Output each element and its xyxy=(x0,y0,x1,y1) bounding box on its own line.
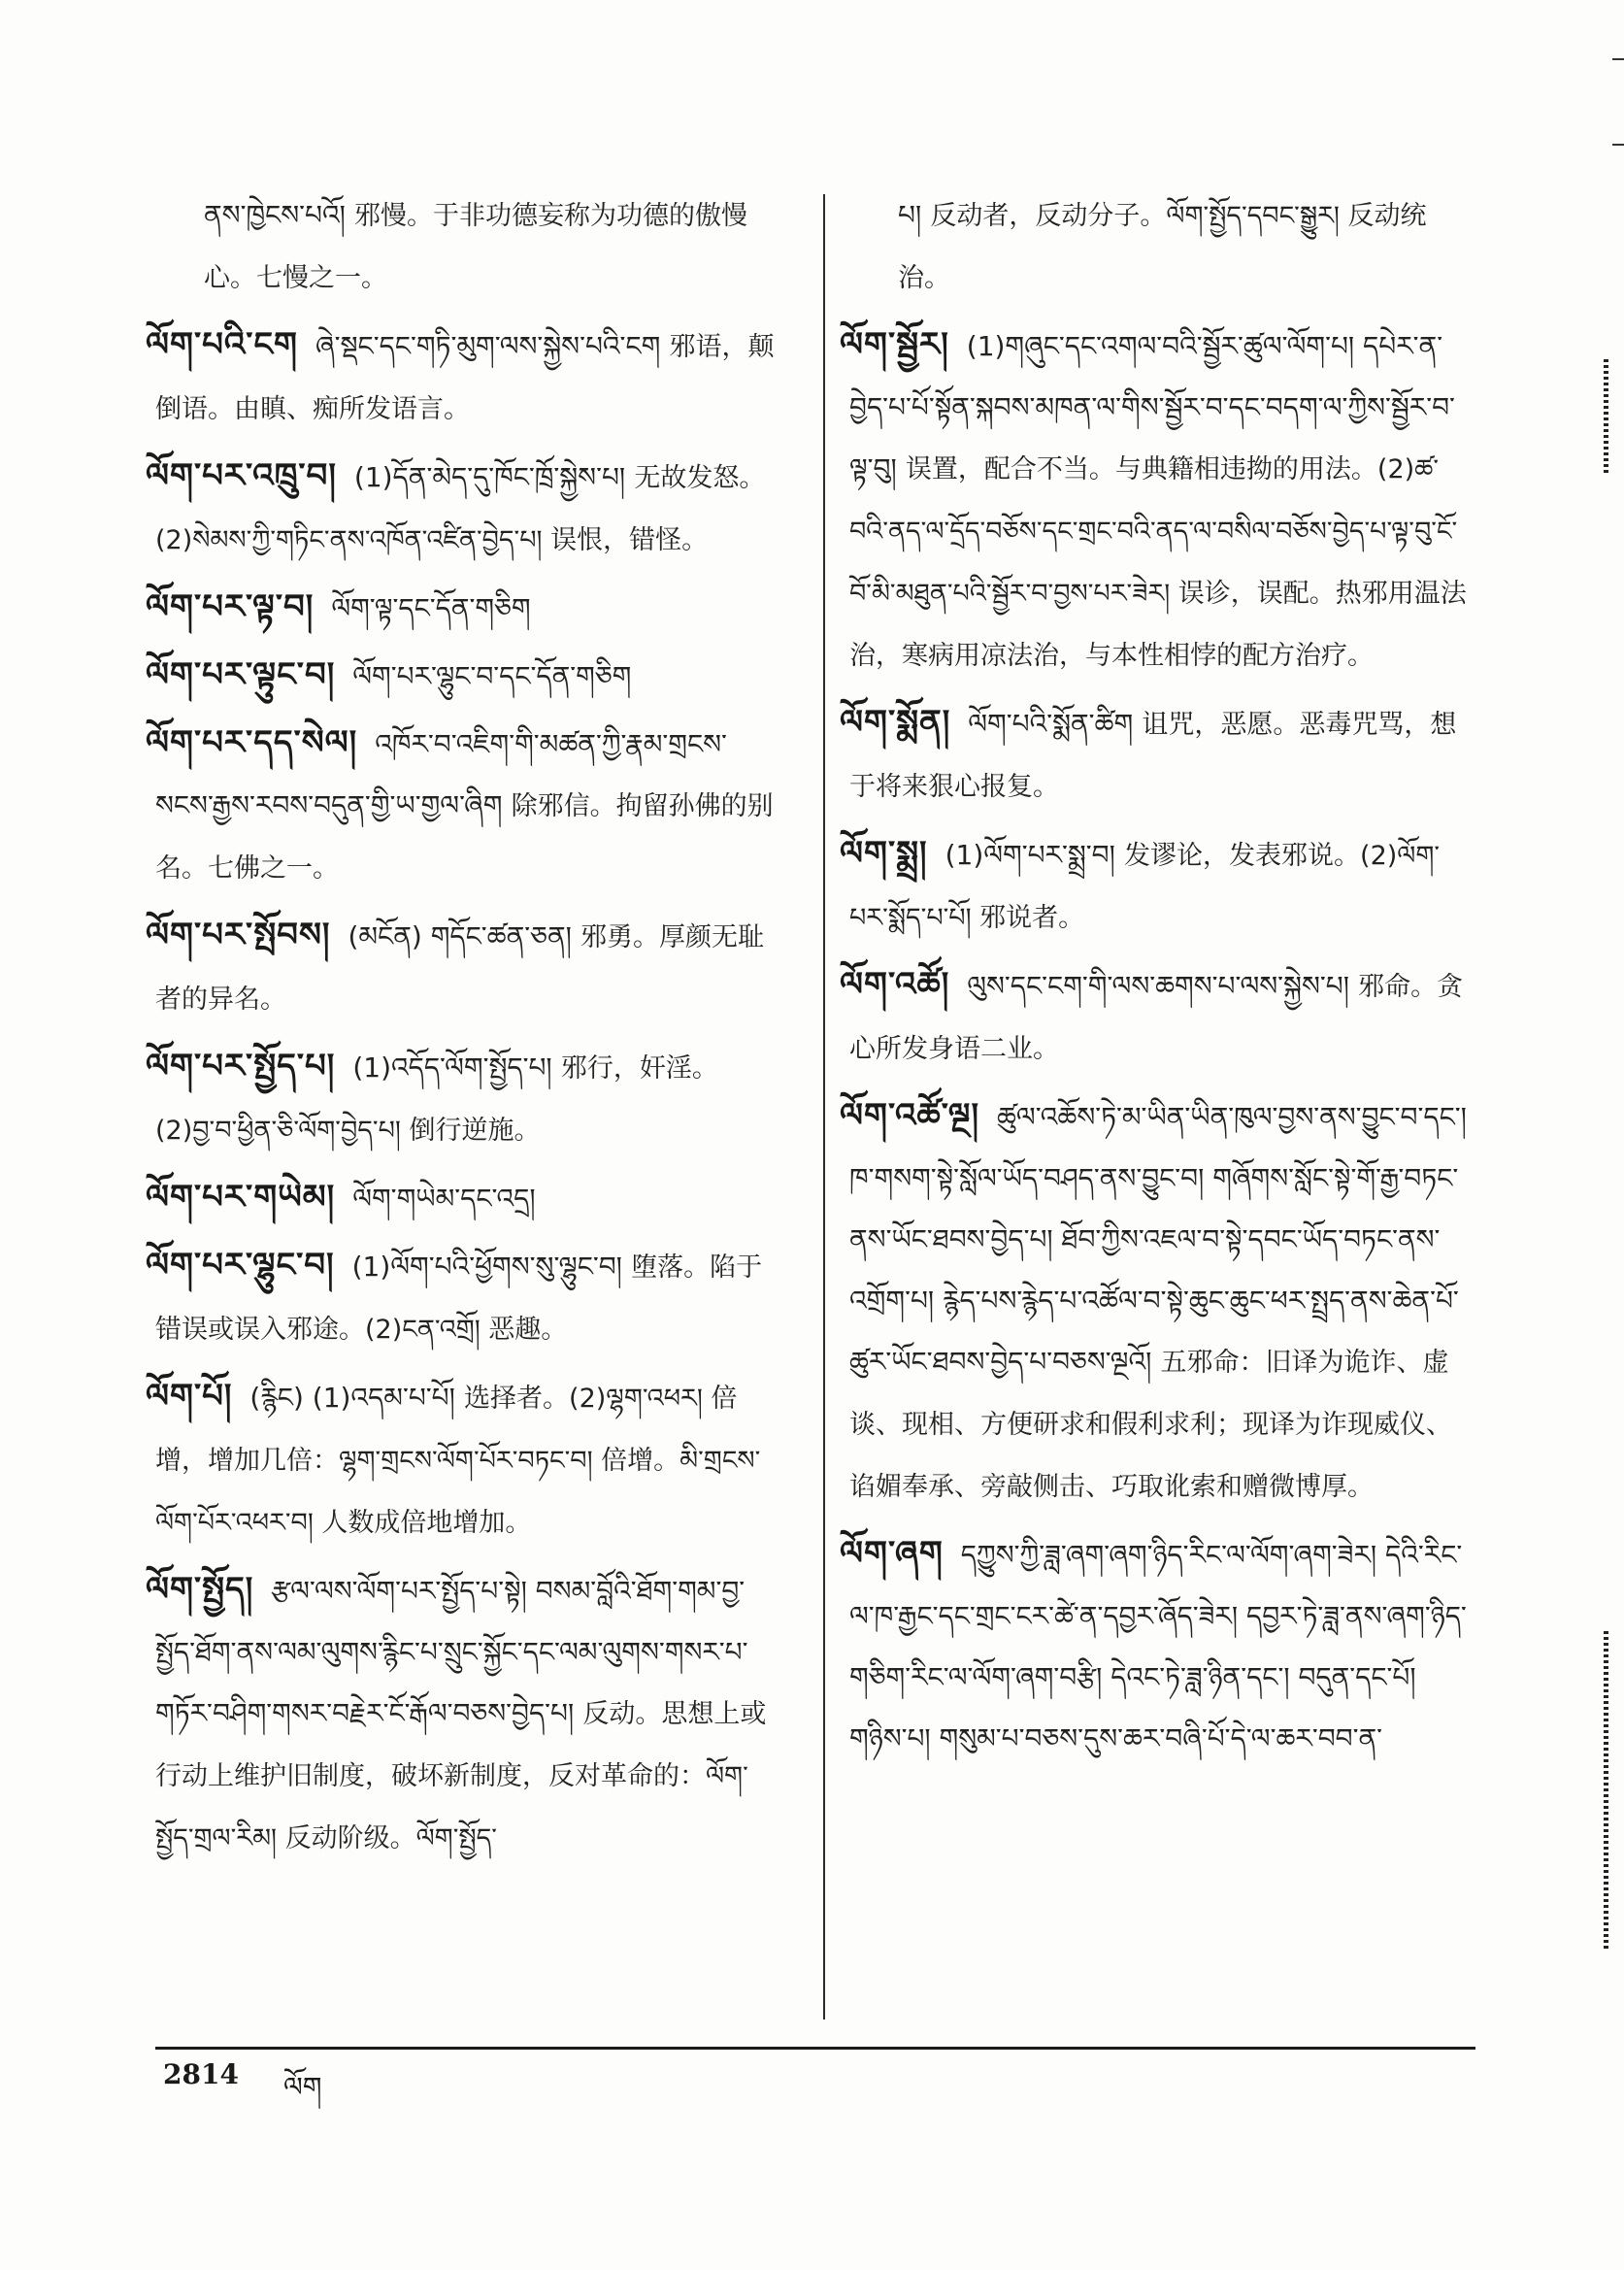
edge-mark xyxy=(1612,144,1624,146)
entry-tibetan-definition: ལུས་དང་ངག་གི་ལས་ཆགས་པ་ལས་སྐྱེས་པ། xyxy=(967,970,1349,1002)
entry-tibetan-definition: (1)གཞུང་དང་འགལ་བའི་སྦྱོར་ཚུལ་ལོག་པ། དཔེར་ན་བྱེད་པ་པོ་སྟོན་སྐབས་མཁན་ལ་གིས་སྦྱོར་བ་དང་བདག་ལ་ཀྱིས་སྦྱོར་བ་ལྟ་བུ། xyxy=(849,330,1455,484)
entry-headword: ལོག་ཞག xyxy=(840,1534,944,1573)
dictionary-entry xyxy=(155,184,777,309)
entry-headword: ལོག་པར་སྤྱོད་པ། xyxy=(146,1047,336,1085)
entry-headword: ལོག་པར་གཡེམ། xyxy=(146,1178,336,1217)
entry-tibetan-definition: ལོག་པར་ལྷུང་བ་དང་དོན་གཅིག xyxy=(352,660,632,692)
entry-headword: ལོག་པར་དད་སེལ། xyxy=(146,723,358,762)
edge-strip xyxy=(1604,1631,1608,1952)
edge-strip xyxy=(1604,359,1608,476)
entry-tibetan-definition: ལོག་གཡེམ་དང་འདྲ། xyxy=(352,1183,536,1215)
entry-chinese-definition: 除邪信。拘留孙佛的别名。七佛之一。 xyxy=(155,791,774,884)
entry-chinese-definition: 发谬论，发表邪说。(2)ལོག་པར་སྨོད་པ་པོ། 邪说者。 xyxy=(849,841,1441,933)
entry-headword: ལོག་པར་འཁྲུ་བ། xyxy=(146,456,337,495)
entry-headword: ལོག་པའི་ངག xyxy=(146,325,298,364)
dictionary-entry xyxy=(146,446,777,571)
entry-headword: ལོག་སྨྲ། xyxy=(840,834,928,873)
dictionary-entry xyxy=(146,713,777,899)
dictionary-entry xyxy=(146,1366,777,1553)
entry-tibetan-definition: (མངོན) གདོང་ཚན་ཅན། xyxy=(348,920,572,952)
dictionary-entry xyxy=(840,692,1471,818)
dictionary-entry xyxy=(840,954,1471,1080)
dictionary-entry xyxy=(840,1523,1471,1769)
entry-tibetan-definition: འཁོར་བ་འཇིག་གི་མཚན་ཀྱི་རྣམ་གྲངས་སངས་རྒྱས་རབས་བདུན་གྱི་ཡ་གྱལ་ཞིག xyxy=(155,728,727,821)
entry-tibetan-definition: ལོག་པའི་སྨོན་ཚིག xyxy=(968,708,1134,740)
dictionary-entry xyxy=(840,315,1471,686)
footer-rule xyxy=(155,2047,1475,2050)
column-divider xyxy=(823,194,825,2020)
dictionary-entry xyxy=(146,645,777,707)
running-head: ལོག xyxy=(283,2071,322,2103)
entry-chinese-definition: 无故发怒。(2)སེམས་ཀྱི་གཏིང་ནས་འཁོན་འཛིན་བྱེད་པ། 误恨，错怪。 xyxy=(155,463,766,555)
entry-chinese-definition: 邪行，奸淫。(2)བྱ་བ་ཕྱིན་ཅི་ལོག་བྱེད་པ། 倒行逆施。 xyxy=(155,1053,718,1146)
entry-chinese-definition: 反动。思想上或行动上维护旧制度，破坏新制度，反对革命的：ལོག་སྤྱོད་གྲལ་རིམ། 反动阶级。ལོག་སྤྱོད་ xyxy=(155,1699,767,1853)
dictionary-entry xyxy=(840,823,1471,949)
entry-tibetan-definition: (1)ལོག་པར་སྨྲ་བ། xyxy=(945,839,1115,871)
edge-mark xyxy=(1612,58,1624,60)
right-column xyxy=(840,184,1471,1775)
entry-headword: ལོག་སྤྱོད། xyxy=(146,1570,254,1609)
dictionary-entry xyxy=(146,1036,777,1161)
dictionary-entry xyxy=(146,315,777,440)
dictionary-entry xyxy=(849,184,1471,309)
entry-tibetan-definition: (1)ལོག་པའི་ཕྱོགས་སུ་ལྷུང་བ། xyxy=(351,1251,622,1283)
entry-tibetan-definition: (1)དོན་མེད་དུ་ཁོང་ཁྲོ་སྐྱེས་པ། xyxy=(353,461,626,493)
entry-chinese-definition: 误置，配合不当。与典籍相违拗的用法。(2)ཚ་བའི་ནད་ལ་དྲོད་བཅོས་དང་གྲང་བའི་ནད་ལ་བསིལ་བཅོས་བྱེད་པ་ལྟ་བུ་ངོ་བོ་མི་མཐུན་པའི་སྦྱོར་བ་བྱས་པར་ཟེར། 误诊，误配。热邪用温法治，寒病用凉法治，与本性相悖的配方治疗。 xyxy=(849,454,1467,671)
entry-headword: ལོག་པར་ལྟུང་བ། xyxy=(146,655,336,694)
entry-tibetan-definition: ཚུལ་འཆོས་ཏེ་མ་ཡིན་ཡིན་ཁུལ་བྱས་ནས་བྱུང་བ་དང་། ཁ་གསག་སྟེ་སློལ་ཡོད་བཤད་ནས་བྱུང་བ། གཞོགས་སློང་སྟེ་གོ་རྒྱ་བཏང་ནས་ཡོང་ཐབས་བྱེད་པ། ཐོབ་ཀྱིས་འཇལ་བ་སྟེ་དབང་ཡོད་བཏང་ནས་འགྲོག་པ། རྙེད་པས་རྙེད་པ་འཚོལ་བ་སྟེ་ཆུང་ཆུང་ཕར་སྤྲད་ནས་ཆེན་པོ་ཚུར་ཡོང་ཐབས་བྱེད་པ་བཅས་ལྔའོ། xyxy=(849,1101,1467,1378)
entry-tibetan-definition: པ། xyxy=(898,199,922,231)
left-column xyxy=(146,184,777,1875)
entry-headword: ལོག་པོ། xyxy=(146,1377,233,1416)
entry-headword: ལོག་འཚོ། xyxy=(840,965,950,1004)
entry-chinese-definition: 邪命。贪心所发身语二业。 xyxy=(849,972,1464,1064)
entry-headword: ལོག་སྨོན། xyxy=(840,703,951,742)
entry-headword: ལོག་པར་ལྟ་བ། xyxy=(146,587,315,626)
entry-chinese-definition: 五邪命：旧译为诡诈、虚谈、现相、方便研求和假利求利；现译为诈现威仪、谄媚奉承、旁敲侧击、巧取讹索和赠微博厚。 xyxy=(849,1348,1452,1502)
entry-tibetan-definition: ལོག་ལྟ་དང་དོན་གཅིག xyxy=(331,592,531,624)
page-number: 2814 xyxy=(163,2058,239,2090)
dictionary-entry xyxy=(146,577,777,639)
entry-tibetan-definition: ཞེ་སྡང་དང་གཏི་མུག་ལས་སྐྱེས་པའི་ངག xyxy=(315,330,661,362)
entry-chinese-definition: 堕落。陷于错误或误入邪途。(2)ངན་འགྲོ། 恶趣。 xyxy=(155,1252,763,1345)
entry-headword: ལོག་སྦྱོར། xyxy=(840,325,949,364)
entry-chinese-definition: 邪语，颠倒语。由瞋、痴所发语言。 xyxy=(155,332,775,424)
dictionary-entry xyxy=(146,905,777,1030)
entry-headword: ལོག་འཚོ་ལྔ། xyxy=(840,1096,979,1135)
entry-chinese-definition: 邪勇。厚颜无耻者的异名。 xyxy=(155,922,765,1015)
entry-headword: ལོག་པར་ལྷུང་བ། xyxy=(146,1246,335,1285)
entry-tibetan-definition: རྩལ་ལས་ལོག་པར་སྤྱོད་པ་སྟེ། བསམ་བློའི་ཐོག་གམ་བྱ་སྤྱོད་ཐོག་ནས་ལམ་ལུགས་རྙིང་པ་སྲུང་སྐྱོང་དང་ལམ་ལུགས་གསར་པ་གཏོར་བཤིག་གསར་བརྗེར་ངོ་རྒོལ་བཅས་བྱེད་པ། xyxy=(155,1575,748,1729)
entry-tibetan-definition: ནས་ཁྱེངས་པའོ། xyxy=(204,199,346,231)
entry-tibetan-definition: (རྙིང) (1)འདམ་པ་པོ། xyxy=(249,1382,455,1414)
entry-chinese-definition: 反动者，反动分子。ལོག་སྤྱོད་དབང་སྒྱུར། 反动统治。 xyxy=(898,201,1427,293)
dictionary-entry xyxy=(146,1235,777,1360)
entry-tibetan-definition: དཀྱུས་ཀྱི་ཟླ་ཞག་ཞག་ཉིད་རིང་ལ་ལོག་ཞག་ཟེར། དེའི་རིང་ལ་ཁ་རྒྱང་དང་གྲང་ངར་ཚེ་ན་དབྱར་ཞོད་ཟེར། དབྱར་ཏེ་ཟླ་ནས་ཞག་ཉིད་གཅིག་རིང་ལ་ལོག་ཞག་བརྩི། དེའང་ཏེ་ཟླ་ཉིན་དང་། བདུན་དང་པོ། གཉིས་པ། གསུམ་པ་བཅས་དུས་ཆར་བཞི་པོ་དེ་ལ་ཆར་བབ་ན་ xyxy=(849,1539,1467,1754)
entry-headword: ལོག་པར་སྤོབས། xyxy=(146,916,331,954)
dictionary-entry xyxy=(840,1085,1471,1518)
entry-tibetan-definition: (1)འདོད་ལོག་སྤྱོད་པ། xyxy=(352,1052,552,1084)
entry-chinese-definition: 邪慢。于非功德妄称为功德的傲慢心。七慢之一。 xyxy=(204,201,748,293)
dictionary-entry xyxy=(146,1559,777,1869)
entry-chinese-definition: 选择者。(2)ལྷག་འཕར། 倍增，增加几倍：ལྷག་གྲངས་ལོག་པོར་བཏང་བ། 倍增。མི་གྲངས་ལོག་པོར་འཕར་བ། 人数成倍地增加。 xyxy=(155,1384,761,1538)
dictionary-entry xyxy=(146,1167,777,1229)
entry-chinese-definition: 诅咒，恶愿。恶毒咒骂，想于将来狠心报复。 xyxy=(849,710,1457,802)
